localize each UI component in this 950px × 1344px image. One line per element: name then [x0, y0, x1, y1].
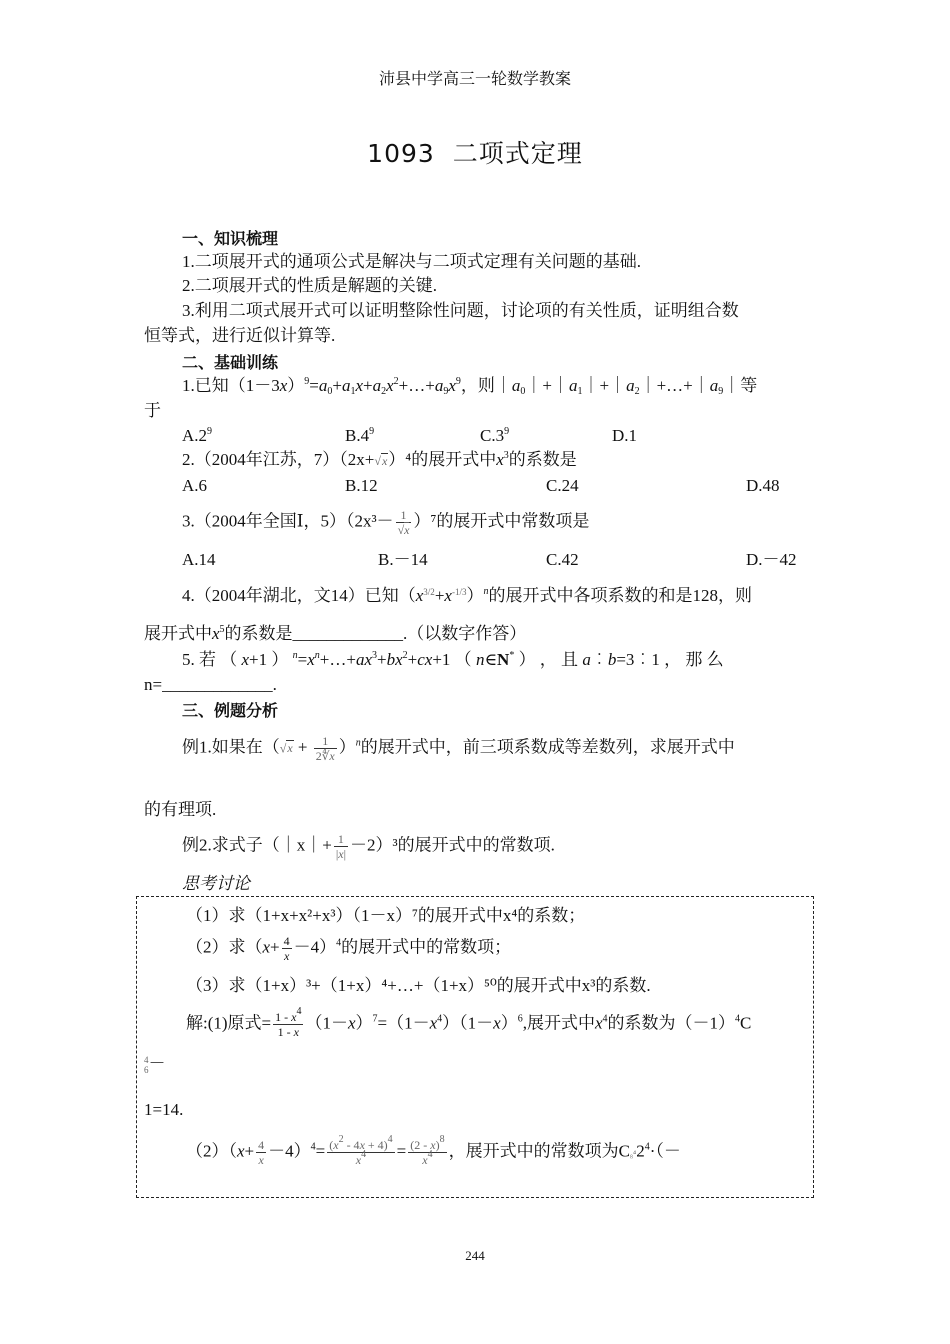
page-number: 244 — [465, 1248, 485, 1263]
example-2: 例2.求式子（｜x｜+ $\frac{1}{|x|}$ －2）³的展开式中的常数项. — [182, 832, 555, 861]
knowledge-item-3-cont: 恒等式，进行近似计算等. — [144, 326, 336, 345]
example-1-cont: 的有理项. — [144, 800, 217, 819]
section-heading-1: 一、知识梳理 — [182, 229, 279, 248]
solution-1: 解:(1)原式= $\frac{1 - x^4}{1 - x}$ $(1-x)^7=(1-x^4)(1-x)^6$,展开式中$x^4$的系数为$(-1)^4C$ — [186, 1006, 752, 1039]
knowledge-item-2: 2.二项展开式的性质是解题的关键. — [182, 276, 437, 295]
knowledge-item-3: 3.利用二项式展开式可以证明整除性问题，讨论项的有关性质，证明组合数 — [182, 301, 739, 320]
question-5: 5. 若 （ x+1 ） $^n=x^n+\dots+ax^3+bx^2+cx+1$ （ n∈N* ） ， 且 a︰b=3︰1 ， 那 么 — [182, 650, 724, 669]
q1-option-a: $A.2^9$ — [182, 426, 213, 445]
q3-option-a: A.14 — [182, 550, 216, 569]
q3-option-d: D.－42 — [746, 550, 797, 569]
knowledge-item-1: 1.二项展开式的通项公式是解决与二项式定理有关问题的基础. — [182, 252, 641, 271]
question-2: 2.（2004年江苏，7）（2x+√x）⁴的展开式中$x^3$的系数是 — [182, 450, 577, 469]
discussion-problem-3: （3）求（1+x）³+（1+x）⁴+…+（1+x）⁵⁰的展开式中x³的系数. — [186, 976, 651, 995]
question-3: 3.（2004年全国Ⅰ，5）（2x³－ $\frac{1}{√x}$ ）⁷的展开式中常数项是 — [182, 508, 590, 537]
discussion-problem-2: （2）求（x+ $\frac{4}{x}$ －4）$^4$的展开式中的常数项； — [186, 934, 512, 963]
page-title — [0, 134, 950, 170]
lesson-title: 二项式定理 — [452, 139, 583, 168]
discussion-problem-1: （1）求（1+x+x²+x³）（1－x）⁷的展开式中x⁴的系数； — [186, 906, 586, 925]
q1-option-b: $B.4^9$ — [345, 426, 375, 445]
q2-option-c: C.24 — [546, 476, 579, 495]
q2-option-d: D.48 — [746, 476, 780, 495]
question-1-cont: 于 — [144, 401, 161, 420]
page-header: 沛县中学高三一轮数学教案 — [378, 71, 571, 88]
section-heading-3: 三、例题分析 — [182, 701, 279, 720]
q3-option-c: C.42 — [546, 550, 579, 569]
q2-option-b: B.12 — [345, 476, 378, 495]
question-5-cont: n=_____________. — [144, 675, 277, 694]
solution-1-result: 1=14. — [144, 1100, 184, 1119]
example-1: 例1.如果在（√x + $\frac{1}{2∜x}$ ）$^n$的展开式中，前三项系数成等差数列，求展开式中 — [182, 734, 735, 763]
question-1: 1.已知$(1-3x)^9=a_0+a_1x+a_2x^2+\dots+a_9x^9$，则$|a_0|+|a_1|+|a_2|+\dots+|a_9|$等 — [182, 376, 758, 397]
q3-option-b: B.－14 — [378, 550, 428, 569]
question-4: 4.（2004年湖北，文14）已知$(x^{3/2}+x^{-1/3})^n$的展开式中各项系数的和是128，则 — [182, 586, 752, 605]
solution-2: （2）（x+ $\frac{4}{x}$ －4）$^4$= $\frac{(x^2 - 4x + 4)^4}{x^4}$ = $\frac{(2 - x)^8}{x^4}$ ，展开式中的常数项为$C_8^42^4\cdot(-$ — [186, 1134, 681, 1167]
discussion-label: 思考讨论 — [182, 874, 250, 893]
q1-option-d: D.1 — [612, 426, 638, 445]
q2-option-a: A.6 — [182, 476, 208, 495]
lesson-number: 1093 — [367, 139, 435, 168]
section-heading-2: 二、基础训练 — [182, 353, 279, 372]
solution-1-sub: 4 6－ — [144, 1054, 166, 1076]
q1-option-c: $C.3^9$ — [480, 426, 510, 445]
question-4-cont: 展开式中$x^5$的系数是_____________.（以数字作答） — [144, 624, 527, 643]
